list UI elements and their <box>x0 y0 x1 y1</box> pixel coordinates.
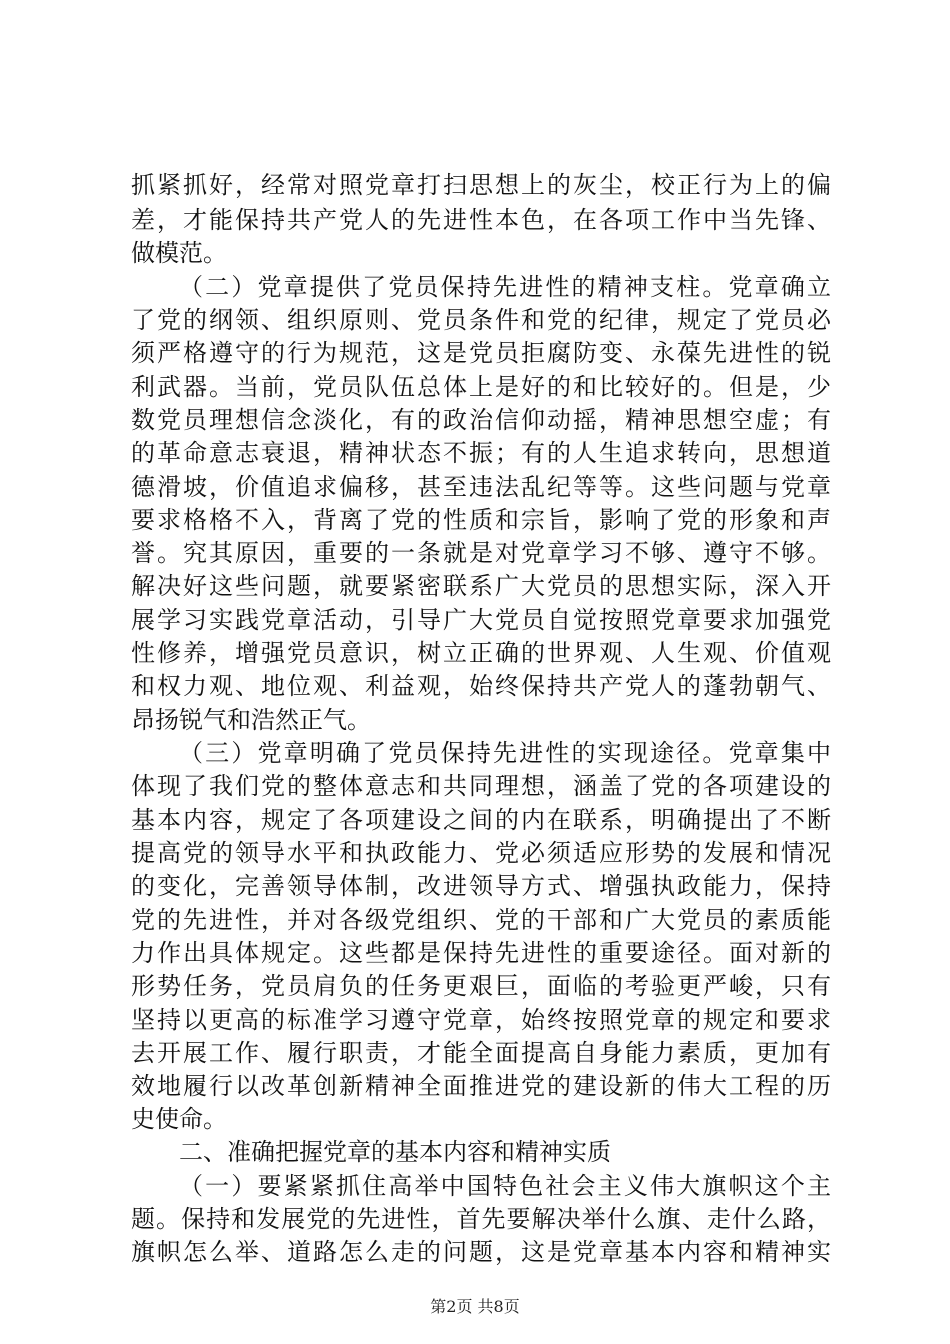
text-line: （二）党章提供了党员保持先进性的精神支柱。党章确立 <box>179 273 831 301</box>
text-line: 解决好这些问题，就要紧密联系广大党员的思想实际，深入开 <box>131 572 831 600</box>
text-line: 题。保持和发展党的先进性，首先要解决举什么旗、走什么路， <box>131 1205 831 1233</box>
text-line: 德滑坡，价值追求偏移，甚至违法乱纪等等。这些问题与党章 <box>131 473 831 501</box>
text-line: 性修养，增强党员意识，树立正确的世界观、人生观、价值观 <box>131 639 831 667</box>
text-line: 党的先进性，并对各级党组织、党的干部和广大党员的素质能 <box>131 906 831 934</box>
text-line: 提高党的领导水平和执政能力、党必须适应形势的发展和情况 <box>131 839 831 867</box>
text-line: 了党的纲领、组织原则、党员条件和党的纪律，规定了党员必 <box>131 306 831 334</box>
text-line: 的革命意志衰退，精神状态不振；有的人生追求转向，思想道 <box>131 439 831 467</box>
text-line: 坚持以更高的标准学习遵守党章，始终按照党章的规定和要求 <box>131 1006 831 1034</box>
text-line: （三）党章明确了党员保持先进性的实现途径。党章集中 <box>179 739 831 767</box>
text-line: 做模范。 <box>131 239 227 267</box>
text-line: 誉。究其原因，重要的一条就是对党章学习不够、遵守不够。 <box>131 539 831 567</box>
text-line: 史使命。 <box>131 1105 227 1133</box>
text-line: 力作出具体规定。这些都是保持先进性的重要途径。面对新的 <box>131 939 831 967</box>
text-line: 旗帜怎么举、道路怎么走的问题，这是党章基本内容和精神实 <box>131 1238 831 1266</box>
text-line: 和权力观、地位观、利益观，始终保持共产党人的蓬勃朝气、 <box>131 672 831 700</box>
text-line: 去开展工作、履行职责，才能全面提高自身能力素质，更加有 <box>131 1039 831 1067</box>
text-line: 要求格格不入，背离了党的性质和宗旨，影响了党的形象和声 <box>131 506 831 534</box>
text-line: 形势任务，党员肩负的任务更艰巨，面临的考验更严峻，只有 <box>131 972 831 1000</box>
text-line: 展学习实践党章活动，引导广大党员自觉按照党章要求加强党 <box>131 606 831 634</box>
text-line: （一）要紧紧抓住高举中国特色社会主义伟大旗帜这个主 <box>179 1172 831 1200</box>
text-line: 效地履行以改革创新精神全面推进党的建设新的伟大工程的历 <box>131 1072 831 1100</box>
text-line: 的变化，完善领导体制，改进领导方式、增强执政能力，保持 <box>131 872 831 900</box>
text-line: 利武器。当前，党员队伍总体上是好的和比较好的。但是，少 <box>131 373 831 401</box>
text-line: 须严格遵守的行为规范，这是党员拒腐防变、永葆先进性的锐 <box>131 339 831 367</box>
text-line: 差，才能保持共产党人的先进性本色，在各项工作中当先锋、 <box>131 206 831 234</box>
text-line: 昂扬锐气和浩然正气。 <box>131 706 371 734</box>
text-line: 基本内容，规定了各项建设之间的内在联系，明确提出了不断 <box>131 806 831 834</box>
text-line: 二、准确把握党章的基本内容和精神实质 <box>179 1138 611 1166</box>
text-line: 体现了我们党的整体意志和共同理想，涵盖了党的各项建设的 <box>131 772 831 800</box>
text-line: 抓紧抓好，经常对照党章打扫思想上的灰尘，校正行为上的偏 <box>131 171 831 199</box>
page-footer: 第2页 共8页 <box>430 1297 520 1316</box>
text-line: 数党员理想信念淡化，有的政治信仰动摇，精神思想空虚；有 <box>131 406 831 434</box>
